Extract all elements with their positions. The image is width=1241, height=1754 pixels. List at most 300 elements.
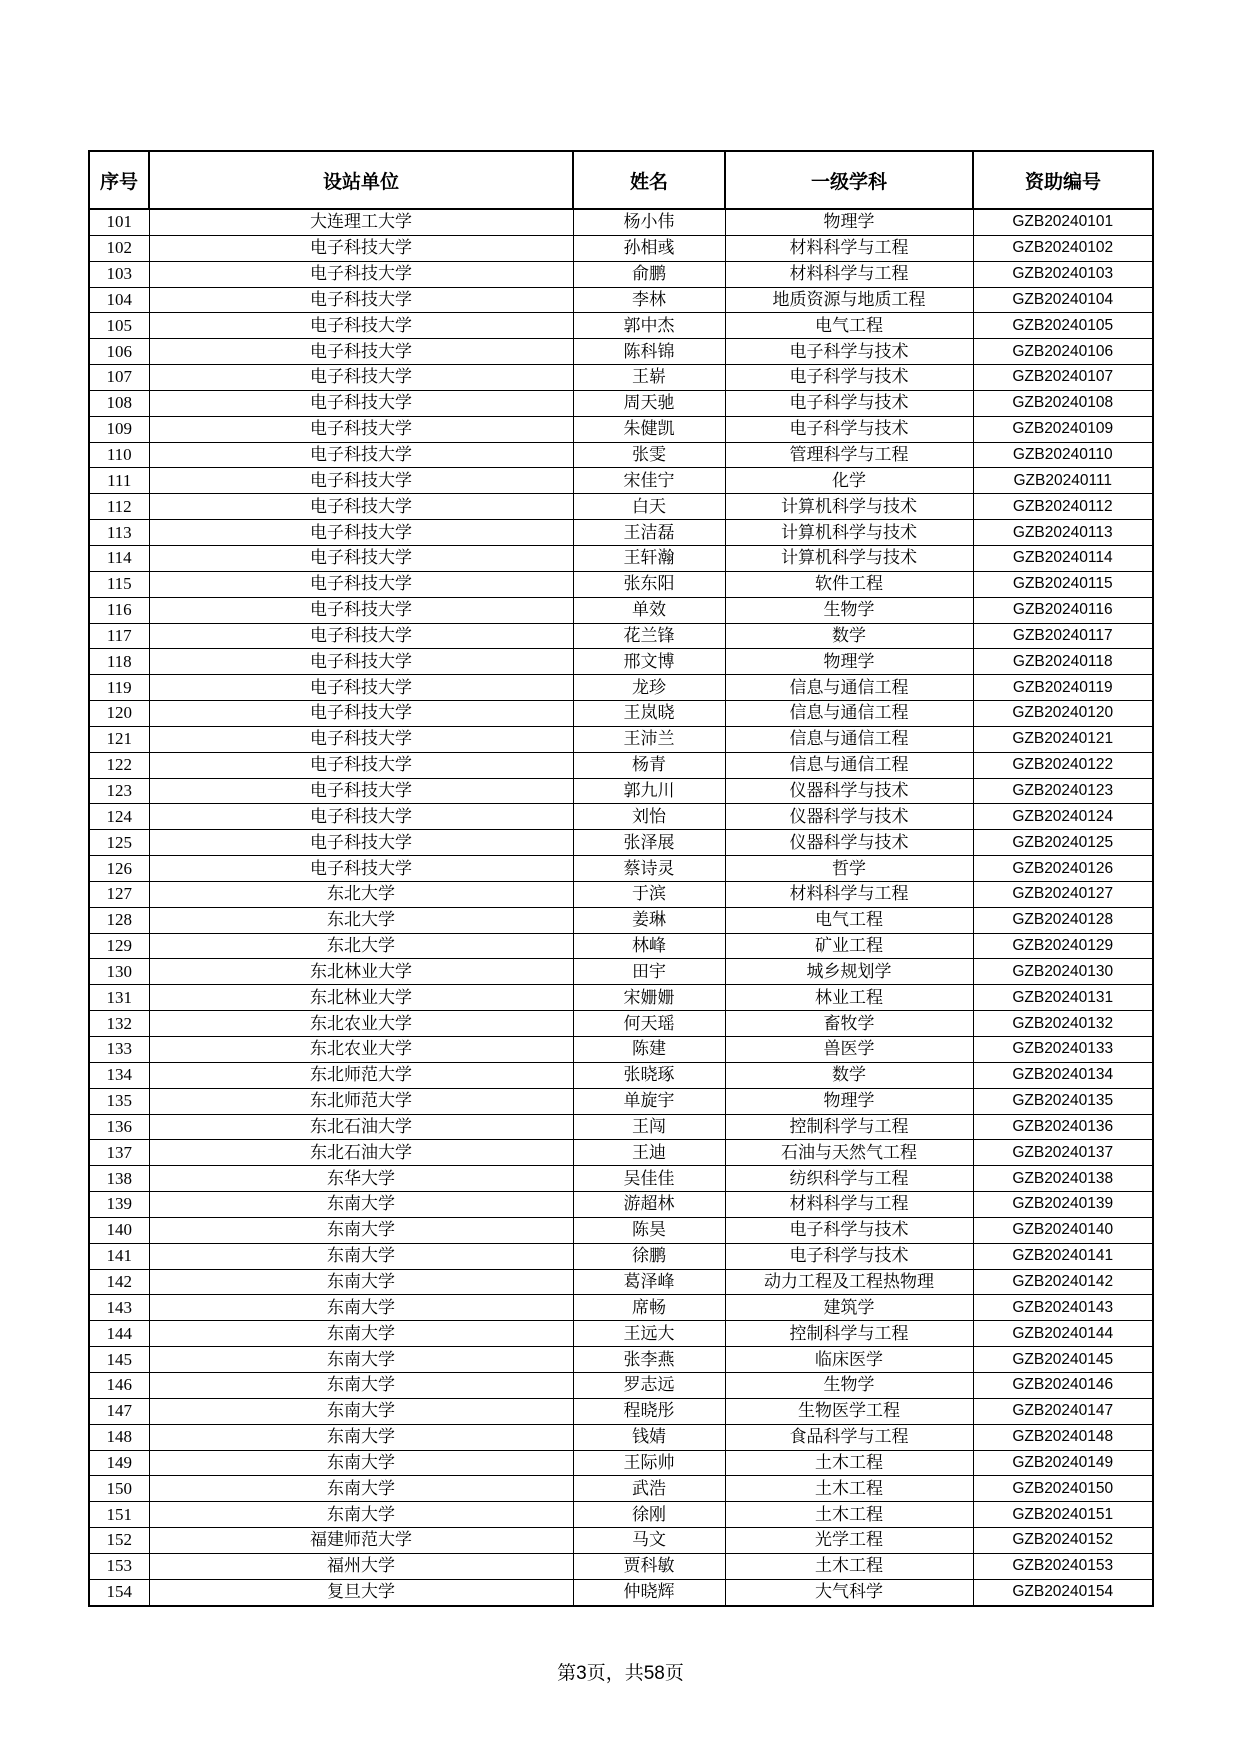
table-row (89, 778, 1153, 804)
cell-index: 129 (89, 933, 149, 959)
grant-table (88, 150, 1154, 1607)
cell-index: 133 (89, 1037, 149, 1063)
table-row (89, 520, 1153, 546)
cell-institution: 东北大学 (149, 933, 573, 959)
cell-institution: 电子科技大学 (149, 416, 573, 442)
cell-name: 姜琳 (573, 907, 725, 933)
cell-grant-number: GZB20240143 (973, 1295, 1153, 1321)
cell-grant-number: GZB20240141 (973, 1243, 1153, 1269)
cell-index: 128 (89, 907, 149, 933)
cell-discipline: 电子科学与技术 (725, 339, 973, 365)
header-index: 序号 (89, 151, 149, 209)
cell-institution: 电子科技大学 (149, 649, 573, 675)
cell-name: 朱健凯 (573, 416, 725, 442)
cell-index: 125 (89, 830, 149, 856)
table-row (89, 907, 1153, 933)
table-row (89, 390, 1153, 416)
cell-name: 张泽展 (573, 830, 725, 856)
cell-institution: 电子科技大学 (149, 494, 573, 520)
cell-discipline: 软件工程 (725, 571, 973, 597)
cell-grant-number: GZB20240119 (973, 675, 1153, 701)
cell-discipline: 计算机科学与技术 (725, 520, 973, 546)
cell-grant-number: GZB20240148 (973, 1424, 1153, 1450)
cell-name: 张雯 (573, 442, 725, 468)
table-row (89, 701, 1153, 727)
cell-institution: 东南大学 (149, 1476, 573, 1502)
cell-index: 144 (89, 1321, 149, 1347)
cell-discipline: 城乡规划学 (725, 959, 973, 985)
cell-name: 吴佳佳 (573, 1166, 725, 1192)
cell-grant-number: GZB20240136 (973, 1114, 1153, 1140)
cell-grant-number: GZB20240142 (973, 1269, 1153, 1295)
cell-institution: 电子科技大学 (149, 313, 573, 339)
table-row (89, 959, 1153, 985)
cell-discipline: 管理科学与工程 (725, 442, 973, 468)
cell-name: 林峰 (573, 933, 725, 959)
cell-name: 王闯 (573, 1114, 725, 1140)
cell-name: 陈建 (573, 1037, 725, 1063)
cell-grant-number: GZB20240105 (973, 313, 1153, 339)
cell-grant-number: GZB20240123 (973, 778, 1153, 804)
cell-name: 葛泽峰 (573, 1269, 725, 1295)
cell-discipline: 生物学 (725, 597, 973, 623)
cell-grant-number: GZB20240131 (973, 985, 1153, 1011)
cell-institution: 电子科技大学 (149, 752, 573, 778)
cell-index: 123 (89, 778, 149, 804)
cell-grant-number: GZB20240154 (973, 1579, 1153, 1605)
table-row (89, 1166, 1153, 1192)
table-row (89, 726, 1153, 752)
cell-name: 徐刚 (573, 1502, 725, 1528)
cell-institution: 电子科技大学 (149, 545, 573, 571)
cell-grant-number: GZB20240111 (973, 468, 1153, 494)
cell-index: 106 (89, 339, 149, 365)
cell-discipline: 建筑学 (725, 1295, 973, 1321)
cell-grant-number: GZB20240116 (973, 597, 1153, 623)
table-row (89, 1579, 1153, 1605)
cell-index: 101 (89, 209, 149, 235)
cell-index: 127 (89, 881, 149, 907)
table-row (89, 1450, 1153, 1476)
cell-grant-number: GZB20240120 (973, 701, 1153, 727)
cell-index: 152 (89, 1528, 149, 1554)
cell-discipline: 计算机科学与技术 (725, 545, 973, 571)
cell-name: 宋姗姗 (573, 985, 725, 1011)
cell-grant-number: GZB20240133 (973, 1037, 1153, 1063)
cell-grant-number: GZB20240128 (973, 907, 1153, 933)
cell-index: 113 (89, 520, 149, 546)
cell-institution: 电子科技大学 (149, 365, 573, 391)
cell-discipline: 仪器科学与技术 (725, 804, 973, 830)
table-row (89, 571, 1153, 597)
cell-institution: 电子科技大学 (149, 520, 573, 546)
table-row (89, 1528, 1153, 1554)
cell-grant-number: GZB20240112 (973, 494, 1153, 520)
cell-discipline: 控制科学与工程 (725, 1114, 973, 1140)
table-row (89, 1192, 1153, 1218)
cell-institution: 福州大学 (149, 1553, 573, 1579)
cell-discipline: 信息与通信工程 (725, 726, 973, 752)
cell-index: 120 (89, 701, 149, 727)
cell-index: 146 (89, 1372, 149, 1398)
table-row (89, 1011, 1153, 1037)
cell-discipline: 土木工程 (725, 1502, 973, 1528)
cell-name: 杨小伟 (573, 209, 725, 235)
cell-discipline: 信息与通信工程 (725, 752, 973, 778)
cell-grant-number: GZB20240126 (973, 856, 1153, 882)
cell-institution: 东北林业大学 (149, 985, 573, 1011)
cell-name: 宋佳宁 (573, 468, 725, 494)
cell-discipline: 电子科学与技术 (725, 1217, 973, 1243)
cell-index: 143 (89, 1295, 149, 1321)
cell-discipline: 食品科学与工程 (725, 1424, 973, 1450)
cell-name: 王迪 (573, 1140, 725, 1166)
table-row (89, 623, 1153, 649)
page-footer (0, 1658, 1241, 1685)
cell-institution: 东北农业大学 (149, 1037, 573, 1063)
cell-index: 114 (89, 545, 149, 571)
cell-grant-number: GZB20240152 (973, 1528, 1153, 1554)
cell-discipline: 土木工程 (725, 1450, 973, 1476)
cell-index: 138 (89, 1166, 149, 1192)
footer-current-page: 3 (576, 1663, 587, 1684)
table-row (89, 1553, 1153, 1579)
cell-institution: 电子科技大学 (149, 726, 573, 752)
cell-grant-number: GZB20240101 (973, 209, 1153, 235)
table-row (89, 1062, 1153, 1088)
cell-discipline: 土木工程 (725, 1476, 973, 1502)
table-row (89, 830, 1153, 856)
cell-name: 钱婧 (573, 1424, 725, 1450)
table-row (89, 416, 1153, 442)
table-row (89, 468, 1153, 494)
grant-table-container (88, 150, 1152, 1607)
cell-grant-number: GZB20240144 (973, 1321, 1153, 1347)
cell-discipline: 材料科学与工程 (725, 881, 973, 907)
cell-discipline: 数学 (725, 1062, 973, 1088)
cell-discipline: 电子科学与技术 (725, 416, 973, 442)
cell-grant-number: GZB20240125 (973, 830, 1153, 856)
cell-institution: 电子科技大学 (149, 390, 573, 416)
cell-index: 110 (89, 442, 149, 468)
table-row (89, 804, 1153, 830)
cell-discipline: 生物学 (725, 1372, 973, 1398)
cell-discipline: 林业工程 (725, 985, 973, 1011)
cell-index: 145 (89, 1347, 149, 1373)
cell-grant-number: GZB20240103 (973, 261, 1153, 287)
cell-index: 102 (89, 235, 149, 261)
table-row (89, 597, 1153, 623)
cell-institution: 电子科技大学 (149, 339, 573, 365)
cell-institution: 电子科技大学 (149, 623, 573, 649)
cell-institution: 东南大学 (149, 1372, 573, 1398)
table-row (89, 235, 1153, 261)
cell-name: 王岚晓 (573, 701, 725, 727)
cell-grant-number: GZB20240147 (973, 1398, 1153, 1424)
cell-index: 153 (89, 1553, 149, 1579)
table-row (89, 1372, 1153, 1398)
cell-institution: 复旦大学 (149, 1579, 573, 1605)
cell-name: 王际帅 (573, 1450, 725, 1476)
cell-index: 109 (89, 416, 149, 442)
cell-index: 140 (89, 1217, 149, 1243)
cell-institution: 东南大学 (149, 1217, 573, 1243)
cell-index: 108 (89, 390, 149, 416)
cell-index: 154 (89, 1579, 149, 1605)
cell-institution: 电子科技大学 (149, 830, 573, 856)
cell-name: 花兰锋 (573, 623, 725, 649)
cell-name: 邢文博 (573, 649, 725, 675)
cell-index: 117 (89, 623, 149, 649)
cell-name: 贾科敏 (573, 1553, 725, 1579)
cell-name: 周天驰 (573, 390, 725, 416)
table-row (89, 881, 1153, 907)
cell-name: 席畅 (573, 1295, 725, 1321)
cell-index: 118 (89, 649, 149, 675)
header-name: 姓名 (573, 151, 725, 209)
cell-institution: 电子科技大学 (149, 571, 573, 597)
cell-index: 112 (89, 494, 149, 520)
cell-discipline: 临床医学 (725, 1347, 973, 1373)
cell-discipline: 计算机科学与技术 (725, 494, 973, 520)
cell-grant-number: GZB20240118 (973, 649, 1153, 675)
cell-index: 131 (89, 985, 149, 1011)
table-row (89, 545, 1153, 571)
cell-discipline: 物理学 (725, 649, 973, 675)
cell-name: 张晓琢 (573, 1062, 725, 1088)
table-row (89, 365, 1153, 391)
cell-institution: 电子科技大学 (149, 675, 573, 701)
cell-institution: 电子科技大学 (149, 287, 573, 313)
cell-index: 126 (89, 856, 149, 882)
cell-name: 龙珍 (573, 675, 725, 701)
cell-index: 141 (89, 1243, 149, 1269)
cell-grant-number: GZB20240121 (973, 726, 1153, 752)
cell-name: 王远大 (573, 1321, 725, 1347)
cell-index: 134 (89, 1062, 149, 1088)
cell-institution: 福建师范大学 (149, 1528, 573, 1554)
cell-institution: 东北林业大学 (149, 959, 573, 985)
cell-grant-number: GZB20240138 (973, 1166, 1153, 1192)
cell-institution: 东南大学 (149, 1398, 573, 1424)
cell-grant-number: GZB20240151 (973, 1502, 1153, 1528)
cell-discipline: 大气科学 (725, 1579, 973, 1605)
cell-grant-number: GZB20240137 (973, 1140, 1153, 1166)
table-row (89, 933, 1153, 959)
table-row (89, 1321, 1153, 1347)
cell-grant-number: GZB20240127 (973, 881, 1153, 907)
cell-index: 107 (89, 365, 149, 391)
table-row (89, 649, 1153, 675)
cell-institution: 东北师范大学 (149, 1062, 573, 1088)
cell-index: 136 (89, 1114, 149, 1140)
cell-discipline: 哲学 (725, 856, 973, 882)
cell-grant-number: GZB20240149 (973, 1450, 1153, 1476)
cell-discipline: 控制科学与工程 (725, 1321, 973, 1347)
cell-grant-number: GZB20240102 (973, 235, 1153, 261)
cell-grant-number: GZB20240113 (973, 520, 1153, 546)
cell-discipline: 信息与通信工程 (725, 675, 973, 701)
cell-institution: 东南大学 (149, 1502, 573, 1528)
cell-name: 王洁磊 (573, 520, 725, 546)
cell-grant-number: GZB20240153 (973, 1553, 1153, 1579)
cell-discipline: 仪器科学与技术 (725, 830, 973, 856)
cell-discipline: 材料科学与工程 (725, 1192, 973, 1218)
cell-index: 130 (89, 959, 149, 985)
cell-index: 142 (89, 1269, 149, 1295)
cell-institution: 电子科技大学 (149, 468, 573, 494)
cell-discipline: 数学 (725, 623, 973, 649)
cell-grant-number: GZB20240129 (973, 933, 1153, 959)
cell-index: 132 (89, 1011, 149, 1037)
cell-institution: 东南大学 (149, 1424, 573, 1450)
cell-name: 徐鹏 (573, 1243, 725, 1269)
cell-name: 罗志远 (573, 1372, 725, 1398)
cell-grant-number: GZB20240107 (973, 365, 1153, 391)
footer-total-pages: 58 (643, 1663, 665, 1684)
cell-grant-number: GZB20240130 (973, 959, 1153, 985)
cell-index: 122 (89, 752, 149, 778)
cell-name: 郭中杰 (573, 313, 725, 339)
cell-institution: 电子科技大学 (149, 701, 573, 727)
table-header (89, 151, 1153, 209)
cell-grant-number: GZB20240114 (973, 545, 1153, 571)
cell-name: 杨青 (573, 752, 725, 778)
cell-grant-number: GZB20240135 (973, 1088, 1153, 1114)
cell-discipline: 物理学 (725, 209, 973, 235)
cell-index: 147 (89, 1398, 149, 1424)
cell-grant-number: GZB20240104 (973, 287, 1153, 313)
cell-index: 116 (89, 597, 149, 623)
cell-discipline: 材料科学与工程 (725, 261, 973, 287)
cell-grant-number: GZB20240109 (973, 416, 1153, 442)
table-row (89, 494, 1153, 520)
cell-name: 单效 (573, 597, 725, 623)
table-row (89, 1502, 1153, 1528)
cell-name: 仲晓辉 (573, 1579, 725, 1605)
table-row (89, 1269, 1153, 1295)
table-row (89, 985, 1153, 1011)
table-row (89, 1347, 1153, 1373)
cell-institution: 东南大学 (149, 1192, 573, 1218)
cell-institution: 东南大学 (149, 1450, 573, 1476)
cell-grant-number: GZB20240122 (973, 752, 1153, 778)
cell-grant-number: GZB20240117 (973, 623, 1153, 649)
table-row (89, 442, 1153, 468)
cell-name: 李林 (573, 287, 725, 313)
cell-discipline: 动力工程及工程热物理 (725, 1269, 973, 1295)
table-row (89, 1217, 1153, 1243)
cell-name: 何天瑶 (573, 1011, 725, 1037)
table-row (89, 856, 1153, 882)
cell-index: 137 (89, 1140, 149, 1166)
cell-index: 119 (89, 675, 149, 701)
cell-index: 104 (89, 287, 149, 313)
table-row (89, 1088, 1153, 1114)
cell-institution: 电子科技大学 (149, 856, 573, 882)
table-row (89, 1037, 1153, 1063)
table-row (89, 313, 1153, 339)
cell-institution: 东北大学 (149, 881, 573, 907)
cell-discipline: 仪器科学与技术 (725, 778, 973, 804)
cell-grant-number: GZB20240115 (973, 571, 1153, 597)
cell-institution: 东南大学 (149, 1347, 573, 1373)
cell-grant-number: GZB20240139 (973, 1192, 1153, 1218)
cell-institution: 大连理工大学 (149, 209, 573, 235)
cell-discipline: 生物医学工程 (725, 1398, 973, 1424)
cell-name: 程晓彤 (573, 1398, 725, 1424)
cell-name: 蔡诗灵 (573, 856, 725, 882)
cell-grant-number: GZB20240124 (973, 804, 1153, 830)
cell-grant-number: GZB20240110 (973, 442, 1153, 468)
cell-name: 王崭 (573, 365, 725, 391)
cell-index: 121 (89, 726, 149, 752)
cell-index: 111 (89, 468, 149, 494)
cell-institution: 电子科技大学 (149, 442, 573, 468)
header-row (89, 151, 1153, 209)
cell-grant-number: GZB20240150 (973, 1476, 1153, 1502)
cell-grant-number: GZB20240108 (973, 390, 1153, 416)
cell-index: 135 (89, 1088, 149, 1114)
table-row (89, 752, 1153, 778)
table-row (89, 1114, 1153, 1140)
cell-institution: 东南大学 (149, 1295, 573, 1321)
cell-name: 单旋宇 (573, 1088, 725, 1114)
cell-institution: 东北农业大学 (149, 1011, 573, 1037)
cell-institution: 东南大学 (149, 1243, 573, 1269)
cell-institution: 东北师范大学 (149, 1088, 573, 1114)
header-grant-number: 资助编号 (973, 151, 1153, 209)
footer-suffix: 页 (664, 1662, 684, 1684)
cell-index: 139 (89, 1192, 149, 1218)
cell-grant-number: GZB20240140 (973, 1217, 1153, 1243)
table-row (89, 1140, 1153, 1166)
header-discipline: 一级学科 (725, 151, 973, 209)
cell-name: 刘怡 (573, 804, 725, 830)
cell-index: 115 (89, 571, 149, 597)
cell-name: 陈科锦 (573, 339, 725, 365)
cell-discipline: 材料科学与工程 (725, 235, 973, 261)
cell-institution: 东北石油大学 (149, 1114, 573, 1140)
cell-grant-number: GZB20240134 (973, 1062, 1153, 1088)
cell-institution: 电子科技大学 (149, 778, 573, 804)
cell-institution: 电子科技大学 (149, 261, 573, 287)
footer-middle: 页，共 (586, 1662, 644, 1684)
cell-name: 于滨 (573, 881, 725, 907)
cell-institution: 东北石油大学 (149, 1140, 573, 1166)
cell-name: 王沛兰 (573, 726, 725, 752)
cell-discipline: 电子科学与技术 (725, 1243, 973, 1269)
header-institution: 设站单位 (149, 151, 573, 209)
cell-institution: 电子科技大学 (149, 235, 573, 261)
table-row (89, 1243, 1153, 1269)
cell-discipline: 化学 (725, 468, 973, 494)
table-row (89, 287, 1153, 313)
cell-name: 郭九川 (573, 778, 725, 804)
cell-discipline: 兽医学 (725, 1037, 973, 1063)
cell-index: 105 (89, 313, 149, 339)
cell-grant-number: GZB20240132 (973, 1011, 1153, 1037)
cell-discipline: 电气工程 (725, 313, 973, 339)
cell-grant-number: GZB20240106 (973, 339, 1153, 365)
cell-index: 150 (89, 1476, 149, 1502)
table-row (89, 1424, 1153, 1450)
cell-name: 游超林 (573, 1192, 725, 1218)
cell-name: 武浩 (573, 1476, 725, 1502)
cell-discipline: 信息与通信工程 (725, 701, 973, 727)
table-row (89, 1476, 1153, 1502)
cell-institution: 东北大学 (149, 907, 573, 933)
